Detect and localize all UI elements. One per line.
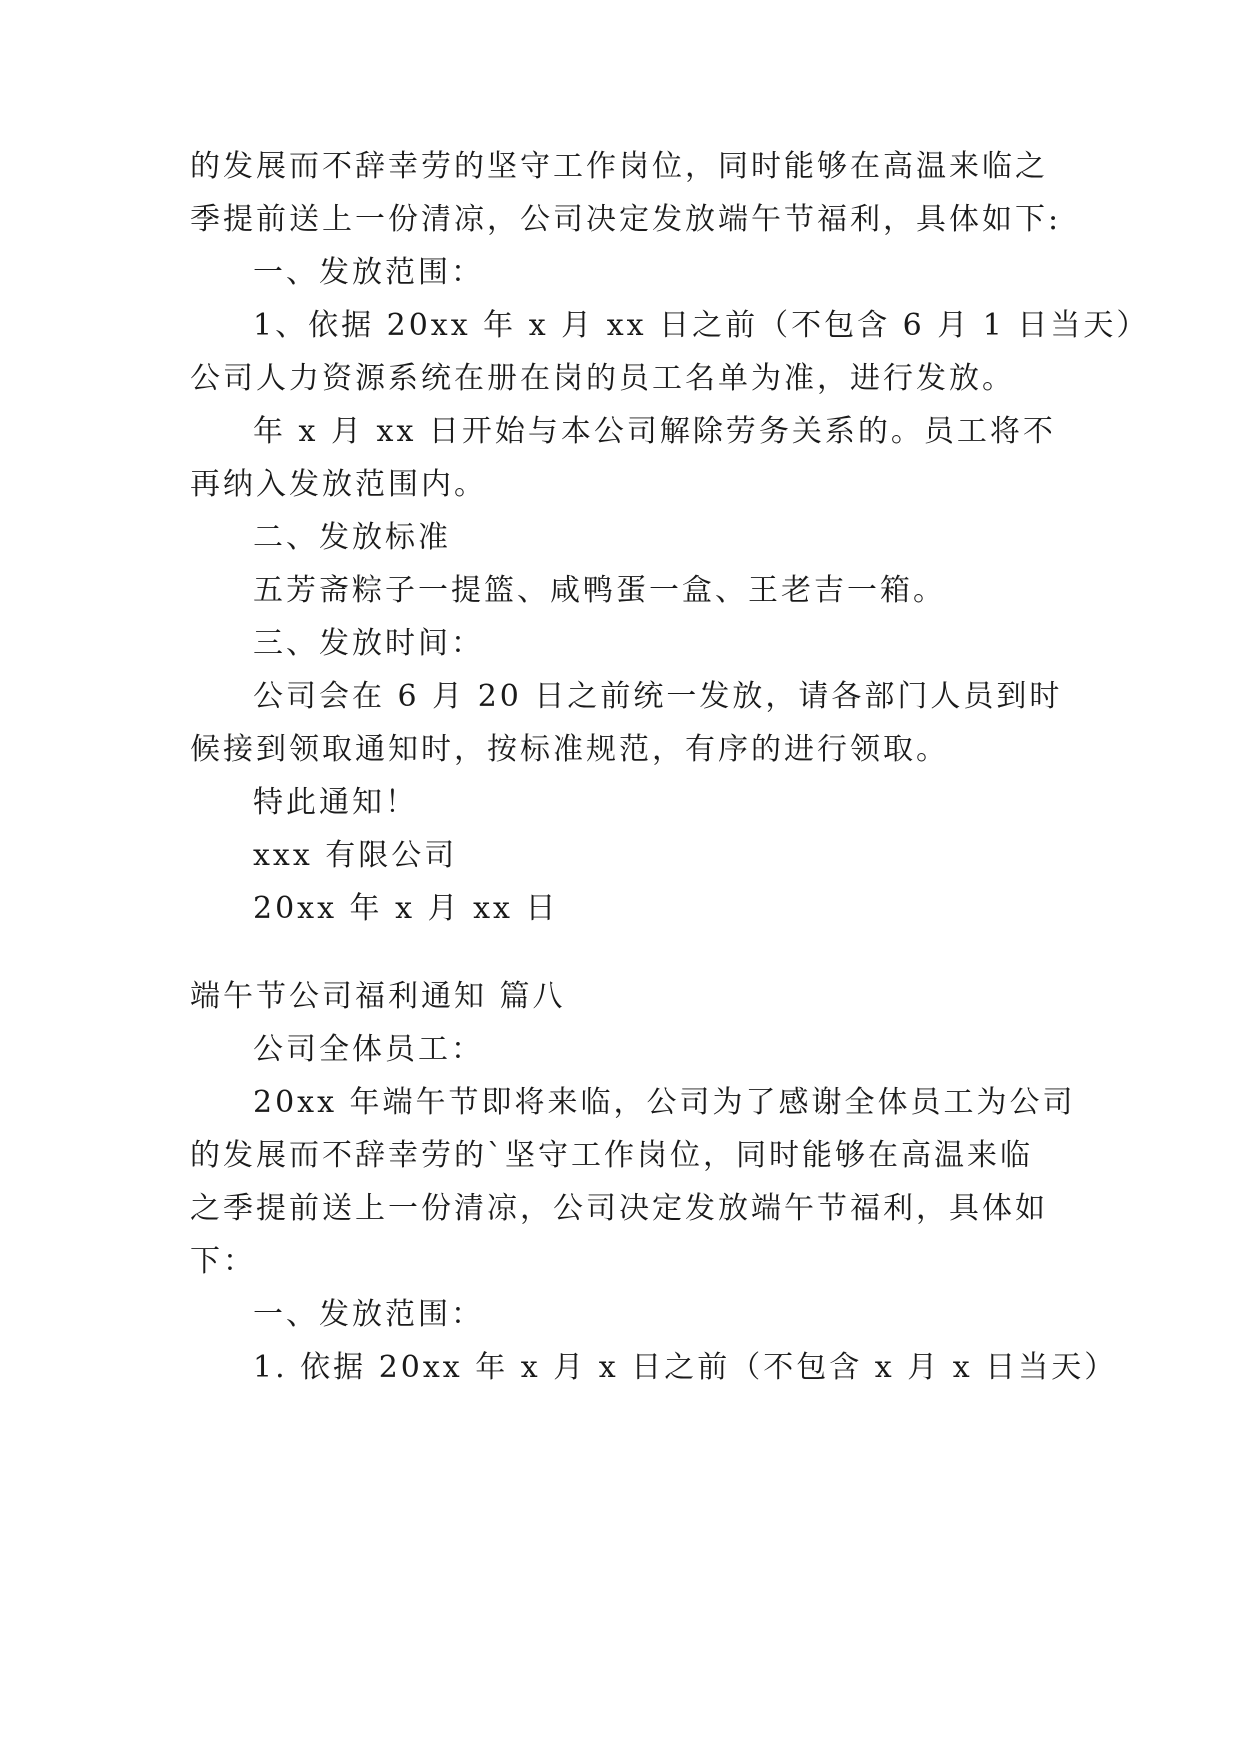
- body-text-line: 再纳入发放范围内。: [190, 467, 487, 502]
- article-title: 端午节公司福利通知 篇八: [190, 979, 566, 1014]
- section-heading: 一、发放范围：: [253, 1297, 484, 1332]
- body-text-line: 的发展而不辞幸劳的`坚守工作岗位，同时能够在高温来临: [190, 1138, 1033, 1173]
- closing-text: 特此通知！: [253, 785, 418, 820]
- body-text-line: 年 x 月 xx 日开始与本公司解除劳务关系的。员工将不: [253, 414, 1056, 449]
- body-text-line: 五芳斋粽子一提篮、咸鸭蛋一盒、王老吉一箱。: [253, 573, 946, 608]
- body-text-line: 公司人力资源系统在册在岗的员工名单为准，进行发放。: [190, 361, 1015, 396]
- section-heading: 三、发放时间：: [253, 626, 484, 661]
- company-signature: xxx 有限公司: [253, 838, 458, 873]
- body-text-line: 20xx 年端午节即将来临，公司为了感谢全体员工为公司: [253, 1085, 1076, 1120]
- body-text-line: 季提前送上一份清凉，公司决定发放端午节福利，具体如下:: [190, 202, 1062, 237]
- body-text-line: 下：: [190, 1244, 256, 1279]
- body-text-line: 之季提前送上一份清凉，公司决定发放端午节福利，具体如: [190, 1191, 1048, 1226]
- body-text-line: 的发展而不辞幸劳的坚守工作岗位，同时能够在高温来临之: [190, 149, 1048, 184]
- body-text-line: 1、依据 20xx 年 x 月 xx 日之前（不包含 6 月 1 日当天）: [253, 308, 1150, 343]
- body-text-line: 1. 依据 20xx 年 x 月 x 日之前（不包含 x 月 x 日当天）: [253, 1350, 1118, 1385]
- body-text-line: 候接到领取通知时，按标准规范，有序的进行领取。: [190, 732, 949, 767]
- section-heading: 二、发放标准: [253, 520, 451, 555]
- body-text-line: 公司会在 6 月 20 日之前统一发放，请各部门人员到时: [253, 679, 1063, 714]
- section-heading: 一、发放范围：: [253, 255, 484, 290]
- date-line: 20xx 年 x 月 xx 日: [253, 891, 559, 926]
- salutation: 公司全体员工：: [253, 1032, 484, 1067]
